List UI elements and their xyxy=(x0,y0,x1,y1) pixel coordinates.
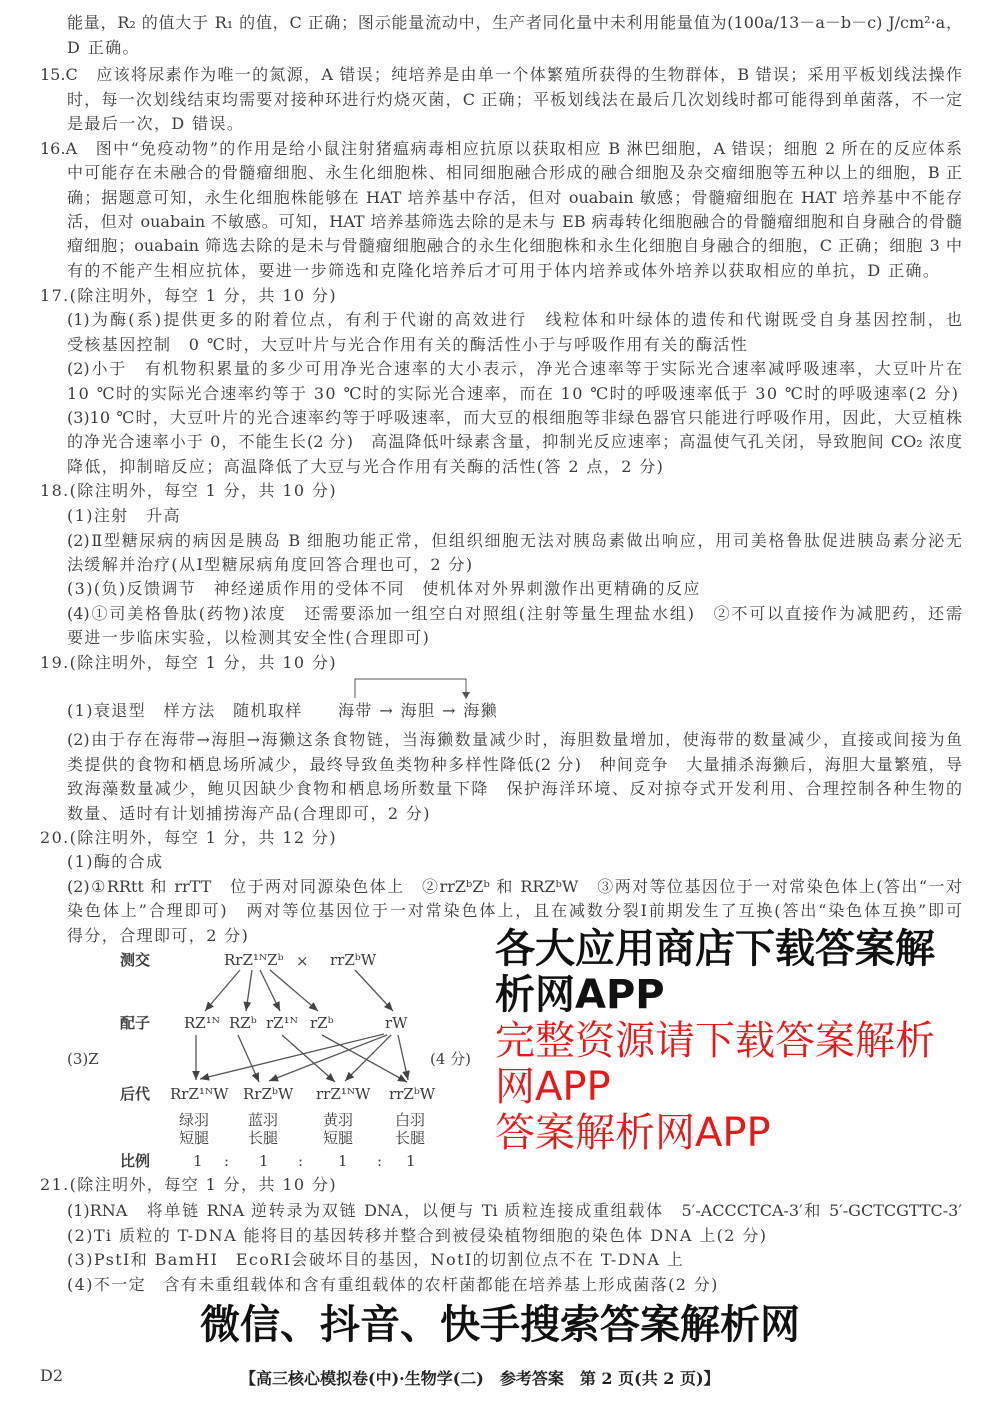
watermark-group xyxy=(495,926,960,1156)
label-offspring: 后代 xyxy=(120,1085,151,1103)
offspring-leg: 短腿 xyxy=(179,1129,210,1147)
text-line: (3)(负)反馈调节 神经递质作用的受体不同 使机体对外界刺激作出更精确的反应 xyxy=(67,579,701,598)
label-ratio: 比例 xyxy=(120,1152,151,1170)
text-line: 得分，合理即可，2 分) xyxy=(67,926,250,945)
food-chain-urchin: 海胆 xyxy=(400,701,436,720)
gamete: RZ¹ᴺ xyxy=(184,1014,220,1032)
food-chain-otter: 海獭 xyxy=(463,701,499,720)
text-line: (2)①RRtt 和 rrTT 位于两对同源染色体上 ②rrZᵇZᵇ 和 RRZᵇW ③两对等位基因位于一对常染色体上(答出“一对 xyxy=(67,877,962,896)
text-line: 染色体上”合理即可) 两对等位基因位于一对常染色体上，且在减数分裂Ⅰ前期发生了互换(答出“染色体互换”即可 xyxy=(67,901,962,920)
text-line: 10 ℃时的实际光合速率约等于 30 ℃时的实际光合速率，而在 10 ℃时的呼吸速率低于 30 ℃时的呼吸速率(2 分) xyxy=(67,384,960,403)
text-line: 16.A 图中“免疫动物”的作用是给小鼠注射猪瘟病毒相应抗原以获取相应 B 淋巴细胞，A 错误；细胞 2 所在的反应体系 xyxy=(40,139,962,158)
gamete: RZᵇ xyxy=(229,1014,257,1032)
food-chain-kelp: 海带 xyxy=(338,701,373,720)
offspring-genotype: RrZᵇW xyxy=(243,1085,294,1103)
text-line: 中可能存在未融合的骨髓瘤细胞、永生化细胞株、相同细胞融合形成的融合细胞及杂交瘤细胞等五种以上的细胞，B 正 xyxy=(67,163,962,182)
text-line: (2)小于 有机物积累量的多少可用净光合速率的大小表示，净光合速率等于实际光合速率减呼吸速率，大豆叶片在 xyxy=(67,359,962,378)
gamete: rZ¹ᴺ xyxy=(266,1014,298,1032)
text-line: 20.(除注明外，每空 1 分，共 12 分) xyxy=(40,828,338,847)
gamete: rZᵇ xyxy=(310,1014,334,1032)
text-line: 降低，抑制暗反应；高温降低了大豆与光合作用有关酶的活性(答 2 点，2 分) xyxy=(67,457,665,476)
offspring-feather: 白羽 xyxy=(395,1111,426,1129)
offspring-feather: 黄羽 xyxy=(323,1111,354,1129)
text-line: 法缓解并治疗(从Ⅰ型糖尿病角度回答合理也可，2 分) xyxy=(67,555,474,574)
text-line: 19.(除注明外，每空 1 分，共 10 分) xyxy=(40,653,338,672)
ratio-value: 1 xyxy=(338,1152,348,1170)
label-gamete: 配子 xyxy=(120,1014,151,1032)
text-line: (1)RNA 将单链 RNA 逆转录为双链 DNA，以便与 Ti 质粒连接成重组载体 5′-ACCCTCA-3′和 5′-GCTCGTTC-3′ xyxy=(67,1201,962,1220)
text-line: 活，但对 ouabain 不敏感。可知，HAT 培养基筛选去除的是未与 EB 病毒转化细胞融合的骨髓瘤细胞和自身融合的骨髓 xyxy=(67,212,962,231)
score-label: (4 分) xyxy=(430,1050,472,1068)
parent1-genotype: RrZ¹ᴺZᵇ xyxy=(224,951,284,969)
page-footer-title: 【高三核心模拟卷(中)·生物学(二) 参考答案 第 2 页(共 2 页)】 xyxy=(240,1369,720,1388)
text-line: (1)注射 升高 xyxy=(67,506,181,525)
text-line: 18.(除注明外，每空 1 分，共 10 分) xyxy=(40,481,338,500)
watermark-middle-red: 完整资源请下载答案解析网APP xyxy=(495,1018,935,1110)
text-line: 15.C 应该将尿素作为唯一的氮源，A 错误；纯培养是由单一个体繁殖所获得的生物群体，B 错误；采用平板划线法操作 xyxy=(40,65,962,84)
offspring-leg: 长腿 xyxy=(248,1129,279,1147)
ratio-value: 1 xyxy=(406,1152,416,1170)
ratio-value: 1 xyxy=(259,1152,269,1170)
text-line: 17.(除注明外，每空 1 分，共 10 分) xyxy=(40,286,338,305)
gamete: rW xyxy=(385,1014,408,1032)
text-line: (4)①司美格鲁肽(药物)浓度 还需要添加一组空白对照组(注射等量生理盐水组) ②不可以直接作为减肥药，还需 xyxy=(67,604,962,623)
text-line: (4)不一定 含有未重组载体和含有重组载体的农杆菌都能在培养基上形成菌落(2 分) xyxy=(67,1275,719,1294)
text-line: (1)衰退型 样方法 随机取样 xyxy=(67,701,303,720)
page-code: D2 xyxy=(40,1366,64,1385)
text-line: 数量、适时有计划捕捞海产品(合理即可，2 分) xyxy=(67,804,431,823)
text-line: (2)Ti 质粒的 T-DNA 能将目的基因转移并整合到被侵染植物细胞的染色体 DNA 上(2 分) xyxy=(67,1226,768,1245)
label-testcross: 测交 xyxy=(120,951,151,969)
offspring-genotype: RrZ¹ᴺW xyxy=(170,1085,229,1103)
text-line: 是最后一次，D 错误。 xyxy=(67,114,245,133)
parent2-genotype: rrZᵇW xyxy=(330,951,377,969)
text-line: 21.(除注明外，每空 1 分，共 10 分) xyxy=(40,1175,338,1194)
text-line: 要进一步临床实验，以检测其安全性(合理即可) xyxy=(67,628,431,647)
text-line: (3)10 ℃时，大豆叶片的光合速率约等于呼吸速率，而大豆的根细胞等非绿色器官只能进行呼吸作用，因此，大豆植株 xyxy=(67,408,962,427)
offspring-leg: 短腿 xyxy=(323,1129,354,1147)
text-line: (3)PstⅠ和 BamHⅠ EcoRⅠ会破坏目的基因，NotⅠ的切割位点不在 T-DNA 上 xyxy=(67,1250,685,1269)
offspring-leg: 长腿 xyxy=(395,1129,426,1147)
text-line: (2)Ⅱ型糖尿病的病因是胰岛 B 细胞功能正常，但组织细胞无法对胰岛素做出响应，用司美格鲁肽促进胰岛素分泌无 xyxy=(67,531,962,550)
text-line: 能量，R₂ 的值大于 R₁ 的值，C 正确；图示能量流动中，生产者同化量中未利用能量值为(100a/13－a－b－c) J/cm²·a， xyxy=(67,13,962,32)
offspring-genotype: rrZᵇW xyxy=(389,1085,436,1103)
food-chain-arrow: → xyxy=(441,701,457,720)
text-line: (1)为酶(系)提供更多的附着位点，有利于代谢的高效进行 线粒体和叶绿体的遗传和代谢既受自身基因控制，也 xyxy=(67,310,962,329)
cross-symbol: × xyxy=(296,952,309,970)
text-line: 的净光合速率小于 0，不能生长(2 分) 高温降低叶绿素含量，抑制光反应速率；高温使气孔关闭，导致胞间 CO₂ 浓度 xyxy=(67,432,962,451)
text-line: 类提供的食物和栖息场所减少，最终导致鱼类物种多样性降低(2 分) 种间竞争 大量捕杀海獭后，海胆大量繁殖，导 xyxy=(67,755,962,774)
ratio-separator: : xyxy=(377,1152,383,1170)
text-line: 有的不能产生相应抗体，要进一步筛选和克隆化培养后才可用于体内培养或体外培养以获取相应的单抗，D 正确。 xyxy=(67,261,941,280)
ratio-separator: : xyxy=(298,1152,304,1170)
text-line: 受核基因控制 0 ℃时，大豆叶片与光合作用有关的酶活性小于与呼吸作用有关的酶活性 xyxy=(67,335,749,354)
offspring-feather: 绿羽 xyxy=(179,1111,210,1129)
watermark-top-left: 各大应用商店下载答案解析网APP xyxy=(495,926,935,1018)
text-line: (1)酶的合成 xyxy=(67,852,164,871)
text-line: 瘤细胞；ouabain 筛选去除的是未与骨髓瘤细胞融合的永生化细胞株和永生化细胞自身融合的细胞，C 正确；细胞 3 中 xyxy=(67,236,962,255)
question-label: (3)Z xyxy=(67,1050,99,1068)
ratio-value: 1 xyxy=(193,1152,203,1170)
offspring-feather: 蓝羽 xyxy=(248,1111,279,1129)
text-line: (2)由于存在海带→海胆→海獭这条食物链，当海獭数量减少时，海胆数量增加，使海带的数量减少，直接或间接为鱼 xyxy=(67,730,962,749)
text-line: 确；据题意可知，永生化细胞株能够在 HAT 培养基中存活，但对 ouabain 敏感；骨髓瘤细胞在 HAT 培养基中不能存 xyxy=(67,188,962,207)
text-line: 致海藻数量减少，鲍贝因缺少食物和栖息场所数量下降 保护海洋环境、反对掠夺式开发利用、合理控制各种生物的 xyxy=(67,779,962,798)
text-line: D 正确。 xyxy=(67,38,140,57)
cross-arrows xyxy=(196,970,408,1082)
offspring-genotype: rrZ¹ᴺW xyxy=(316,1085,371,1103)
text-line: 时，每一次划线结束均需要对接种环进行灼烧灭菌，C 正确；平板划线法在最后几次划线时都可能得到单菌落，不一定 xyxy=(67,90,962,109)
watermark-bottom: 微信、抖音、快手搜索答案解析网 xyxy=(200,1302,800,1348)
ratio-separator: : xyxy=(224,1152,230,1170)
food-chain-arrow: → xyxy=(379,701,395,720)
watermark-top-red: 答案解析网APP xyxy=(495,1110,771,1156)
